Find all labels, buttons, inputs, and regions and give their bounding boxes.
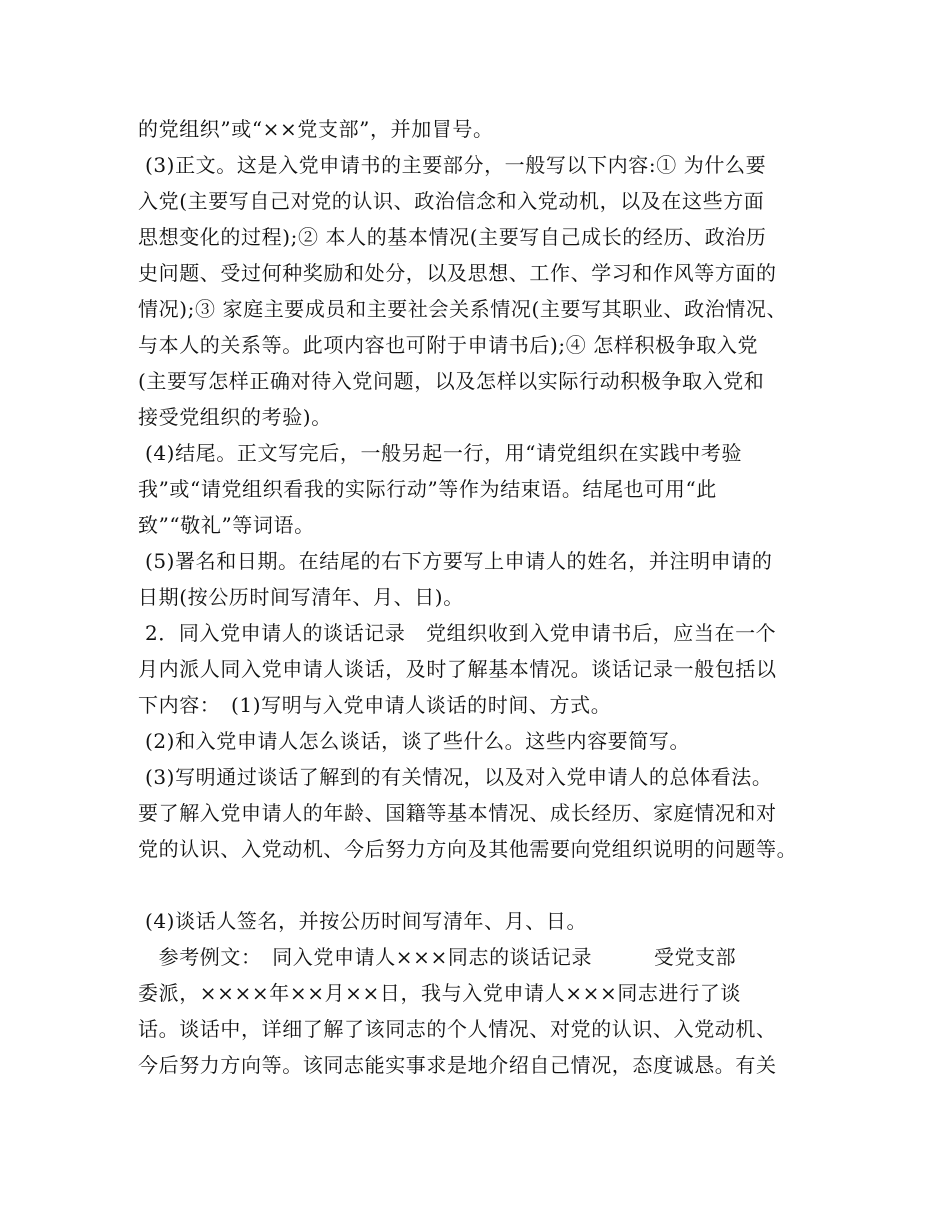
- text-line: 入党(主要写自己对党的认识、政治信念和入党动机，以及在这些方面: [138, 189, 765, 213]
- text-line: (5)署名和日期。在结尾的右下方要写上申请人的姓名，并注明申请的: [138, 549, 773, 573]
- text-line: (4)结尾。正文写完后，一般另起一行，用“请党组织在实践中考验: [138, 441, 743, 465]
- text-line: 下内容： (1)写明与入党申请人谈话的时间、方式。: [138, 693, 612, 717]
- text-line: 思想变化的过程);② 本人的基本情况(主要写自己成长的经历、政治历: [138, 225, 767, 249]
- text-line: 日期(按公历时间写清年、月、日)。: [138, 585, 464, 609]
- text-line: 情况);③ 家庭主要成员和主要社会关系情况(主要写其职业、政治情况、: [138, 297, 788, 321]
- text-line: (3)写明通过谈话了解到的有关情况，以及对入党申请人的总体看法。: [138, 765, 773, 789]
- text-line: (2)和入党申请人怎么谈话，谈了些什么。这些内容要简写。: [138, 729, 691, 753]
- text-line: 的党组织”或“××党支部”，并加冒号。: [138, 117, 494, 141]
- text-line: 与本人的关系等。此项内容也可附于申请书后);④ 怎样积极争取入党: [138, 333, 759, 357]
- text-line: 话。谈话中，详细了解了该同志的个人情况、对党的认识、入党动机、: [138, 1017, 777, 1041]
- text-line: 要了解入党申请人的年龄、国籍等基本情况、成长经历、家庭情况和对: [138, 801, 777, 825]
- text-line: 接受党组织的考验)。: [138, 405, 332, 429]
- text-line: 参考例文： 同入党申请人×××同志的谈话记录 受党支部: [138, 945, 737, 969]
- text-line: (4)谈话人签名，并按公历时间写清年、月、日。: [138, 909, 588, 933]
- text-line: 今后努力方向等。该同志能实事求是地介绍自己情况，态度诚恳。有关: [138, 1053, 777, 1077]
- text-line: 委派，××××年××月××日，我与入党申请人×××同志进行了谈: [138, 981, 741, 1005]
- text-line: (主要写怎样正确对待入党问题，以及怎样以实际行动积极争取入党和: [138, 369, 765, 393]
- text-line: 2．同入党申请人的谈话记录 党组织收到入党申请书后，应当在一个: [138, 621, 777, 645]
- text-line: (3)正文。这是入党申请书的主要部分，一般写以下内容:① 为什么要: [138, 153, 767, 177]
- text-line: 我”或“请党组织看我的实际行动”等作为结束语。结尾也可用“此: [138, 477, 717, 501]
- text-line: 致”“敬礼”等词语。: [138, 513, 315, 537]
- text-line: 月内派人同入党申请人谈话，及时了解基本情况。谈话记录一般包括以: [138, 657, 777, 681]
- text-line: 党的认识、入党动机、今后努力方向及其他需要向党组织说明的问题等。: [138, 837, 798, 861]
- text-line: 史问题、受过何种奖励和处分，以及思想、工作、学习和作风等方面的: [138, 261, 777, 285]
